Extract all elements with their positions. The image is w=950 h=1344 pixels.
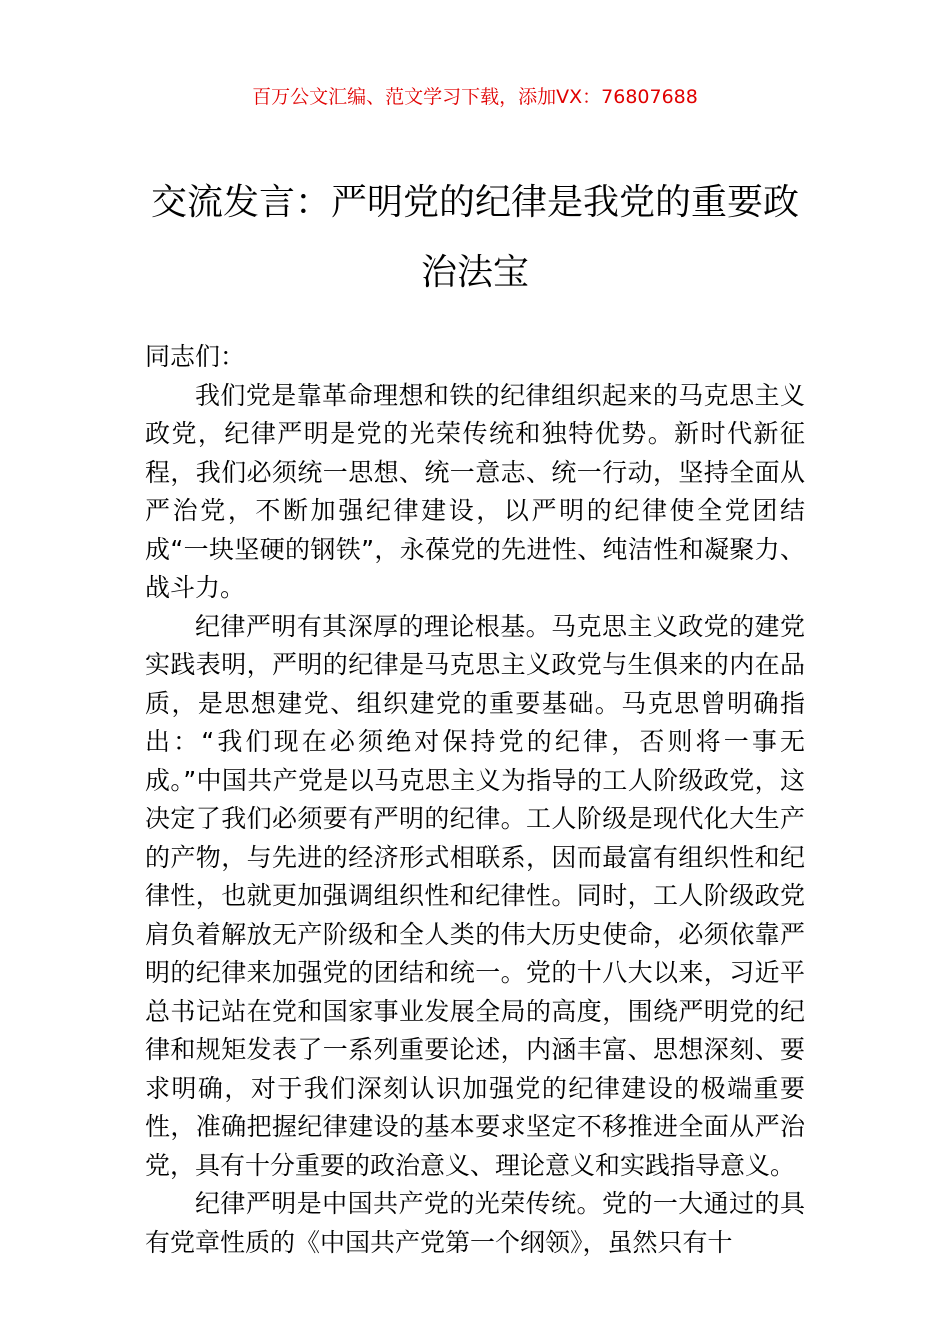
paragraph-3: 纪律严明是中国共产党的光荣传统。党的一大通过的具有党章性质的《中国共产党第一个纲领》，虽然只有十 xyxy=(145,1189,805,1257)
paragraph-2: 纪律严明有其深厚的理论根基。马克思主义政党的建党实践表明，严明的纪律是马克思主义政党与生俱来的内在品质，是思想建党、组织建党的重要基础。马克思曾明确指出：“我们现在必须绝对保持党的纪律，否则将一事无成。”中国共产党是以马克思主义为指导的工人阶级政党，这决定了我们必须要有严明的纪律。工人阶级是现代化大生产的产物，与先进的经济形式相联系，因而最富有组织性和纪律性，也就更加强调组织性和纪律性。同时，工人阶级政党肩负着解放无产阶级和全人类的伟大历史使命，必须依靠严明的纪律来加强党的团结和统一。党的十八大以来，习近平总书记站在党和国家事业发展全局的高度，围绕严明党的纪律和规矩发表了一系列重要论述，内涵丰富、思想深刻、要求明确，对于我们深刻认识加强党的纪律建设的极端重要性，准确把握纪律建设的基本要求坚定不移推进全面从严治党，具有十分重要的政治意义、理论意义和实践指导意义。 xyxy=(145,611,805,1180)
salutation: 同志们： xyxy=(145,342,246,371)
document-body xyxy=(145,338,805,1262)
header-note: 百万公文汇编、范文学习下载，添加VX：76807688 xyxy=(252,86,698,108)
document-title: 交流发言：严明党的纪律是我党的重要政治法宝 xyxy=(150,182,799,293)
paragraph-1: 我们党是靠革命理想和铁的纪律组织起来的马克思主义政党，纪律严明是党的光荣传统和独特优势。新时代新征程，我们必须统一思想、统一意志、统一行动，坚持全面从严治党，不断加强纪律建设，以严明的纪律使全党团结成“一块坚硬的钢铁”，永葆党的先进性、纯洁性和凝聚力、战斗力。 xyxy=(145,380,805,602)
